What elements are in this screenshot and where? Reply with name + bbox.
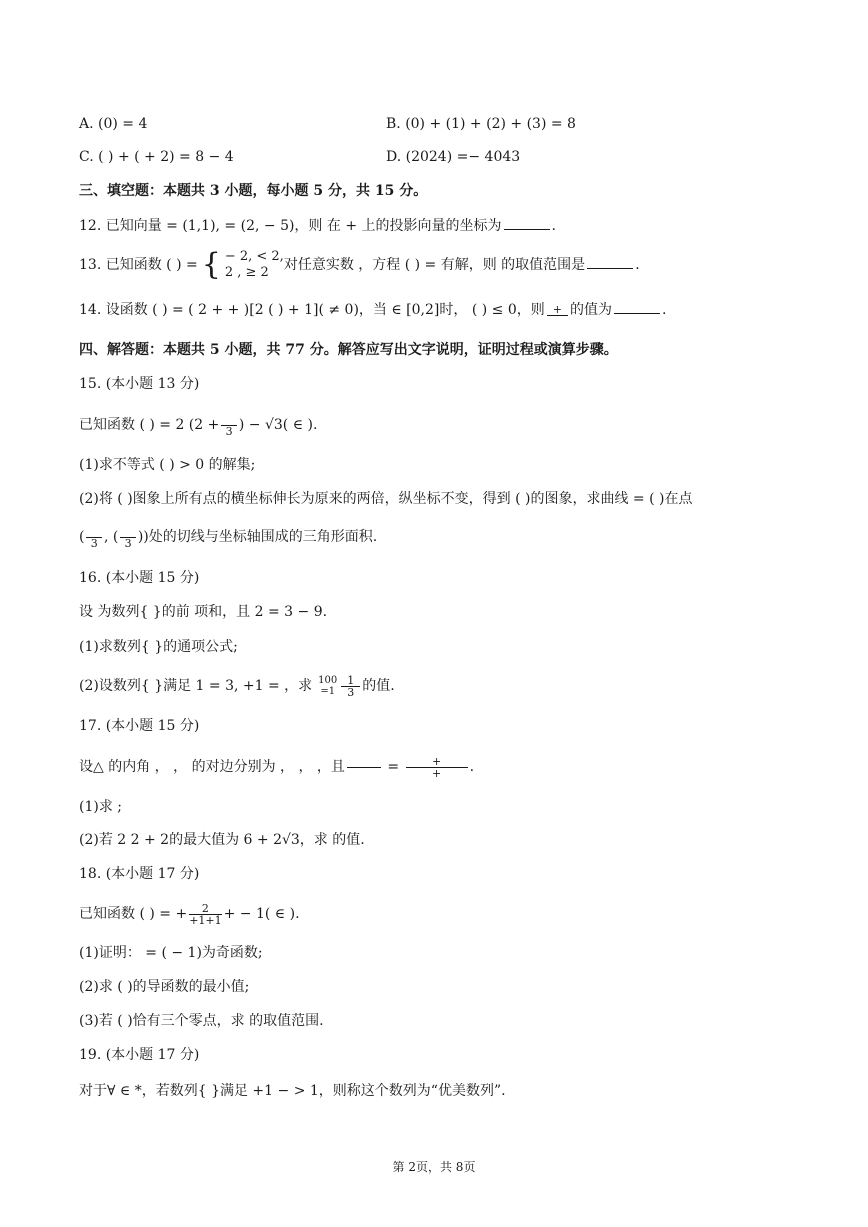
fraction-denominator: +1+1 (189, 913, 222, 927)
question-14-suffix: 的值为 (569, 302, 612, 318)
question-16-part-2 (79, 671, 395, 701)
question-13-prefix: 13. 已知函数 ( ) = (79, 257, 198, 273)
fraction (406, 756, 468, 779)
question-15-part-2: (2)将 ( )图象上所有点的横坐标伸长为原来的两倍，纵坐标不变，得到 ( )的图象，求曲线 = ( )在点 (79, 491, 693, 507)
question-14-prefix: 14. 设函数 ( ) = ( 2 + + )[2 ( ) + 1]( ≠ 0)，当 ∈ [0,2]时， ( ) ≤ 0，则 (79, 302, 545, 318)
question-17-title: 17. (本小题 15 分) (79, 718, 200, 734)
text-part: 的值. (362, 678, 395, 694)
question-12 (79, 216, 556, 236)
question-17-part-1: (1)求 ; (79, 799, 122, 815)
fraction (86, 526, 102, 549)
question-15-stem (79, 412, 317, 438)
fraction-numerator (347, 756, 381, 768)
answer-blank (614, 301, 660, 314)
question-16-part-1: (1)求数列{ }的通项公式; (79, 639, 238, 655)
summation-lower: =1 (320, 686, 336, 697)
question-18-part-3: (3)若 ( )恰有三个零点，求 的取值范围. (79, 1013, 324, 1029)
piecewise-case-1: − 2, < 2, (224, 249, 284, 264)
text-part: . (469, 759, 475, 775)
piecewise-cases (225, 249, 284, 281)
option-a: A. (0) = 4 (79, 116, 148, 132)
fraction-denominator: 3 (225, 424, 233, 438)
question-18-part-1: (1)证明： = ( − 1)为奇函数; (79, 945, 263, 961)
piecewise-case-2: 2 , ≥ 2 (224, 265, 269, 280)
question-19-stem: 对于∀ ∈ *，若数列{ }满足 +1 − > 1，则称这个数列为“优美数列”. (79, 1083, 506, 1099)
stem-part: ) − √3( ∈ ). (238, 417, 318, 433)
section-heading-solutions: 四、解答题：本题共 5 小题，共 77 分。解答应写出文字说明，证明过程或演算步骤。 (79, 342, 618, 358)
text-part: 已知函数 ( ) = + (79, 906, 188, 922)
fraction (347, 756, 381, 779)
fraction (341, 675, 360, 698)
option-c: C. ( ) + ( + 2) = 8 − 4 (79, 149, 234, 165)
stem-part: 已知函数 ( ) = 2 (2 + (79, 417, 220, 433)
fraction (189, 903, 221, 926)
question-17-part-2: (2)若 2 2 + 2的最大值为 6 + 2√3，求 的值. (79, 832, 365, 848)
fraction-denominator: 3 (124, 536, 132, 550)
question-12-end: . (551, 218, 556, 234)
question-14 (79, 298, 666, 322)
answer-blank (504, 217, 550, 230)
text-part: 设△ 的内角 ， ， 的对边分别为 ， ， ，且 (79, 759, 345, 775)
question-15-part-1: (1)求不等式 ( ) > 0 的解集; (79, 457, 256, 473)
section-heading-fill-in: 三、填空题：本题共 3 小题，每小题 5 分，共 15 分。 (79, 183, 428, 199)
fraction-denominator: 3 (90, 536, 98, 550)
fraction-denominator: 3 (347, 685, 355, 699)
fraction-denominator (347, 768, 381, 779)
text-part: ( (79, 529, 85, 545)
question-14-end: . (661, 302, 667, 318)
fraction-numerator (86, 526, 102, 538)
text-part: , ( (103, 529, 119, 545)
question-12-text: 12. 已知向量 = (1,1), = (2, − 5)，则 在 + 上的投影向量的坐标为 (79, 218, 502, 234)
fraction (221, 414, 237, 437)
fraction (547, 304, 568, 316)
fraction-numerator: + (406, 756, 468, 768)
fraction-numerator: 2 (189, 903, 221, 915)
fraction-numerator: 1 (341, 675, 360, 687)
question-17-stem (79, 752, 474, 782)
option-b: B. (0) + (1) + (2) + (3) = 8 (386, 116, 576, 132)
fraction-numerator (221, 414, 237, 426)
text-part: (2)设数列{ }满足 1 = 3, +1 = ，求 (79, 678, 313, 694)
answer-blank (587, 256, 633, 269)
equals: = (382, 759, 404, 775)
text-part: ))处的切线与坐标轴围成的三角形面积. (137, 529, 378, 545)
question-19-title: 19. (本小题 17 分) (79, 1047, 200, 1063)
question-15-title: 15. (本小题 13 分) (79, 376, 200, 392)
summation-upper: 100 (318, 675, 338, 686)
fraction-numerator (120, 526, 136, 538)
text-part: + − 1( ∈ ). (223, 906, 300, 922)
fraction (120, 526, 136, 549)
summation (318, 675, 337, 697)
question-13-end: . (635, 257, 640, 273)
question-18-stem (79, 899, 300, 929)
question-16-stem: 设 为数列{ }的前 项和，且 2 = 3 − 9. (79, 604, 328, 620)
page-footer: 第 2页，共 8页 (392, 1160, 476, 1174)
fraction-denominator: + (431, 766, 442, 780)
question-18-part-2: (2)求 ( )的导函数的最小值; (79, 979, 250, 995)
question-16-title: 16. (本小题 15 分) (79, 570, 200, 586)
question-15-part-2-cont (79, 524, 377, 550)
question-18-title: 18. (本小题 17 分) (79, 866, 200, 882)
question-13-suffix: 对任意实数 ，方程 ( ) = 有解，则 的取值范围是 (283, 257, 586, 273)
question-13 (79, 248, 640, 282)
option-d: D. (2024) =− 4043 (386, 149, 521, 165)
fraction-numerator: + (547, 304, 568, 316)
piecewise-brace: { (201, 247, 221, 282)
